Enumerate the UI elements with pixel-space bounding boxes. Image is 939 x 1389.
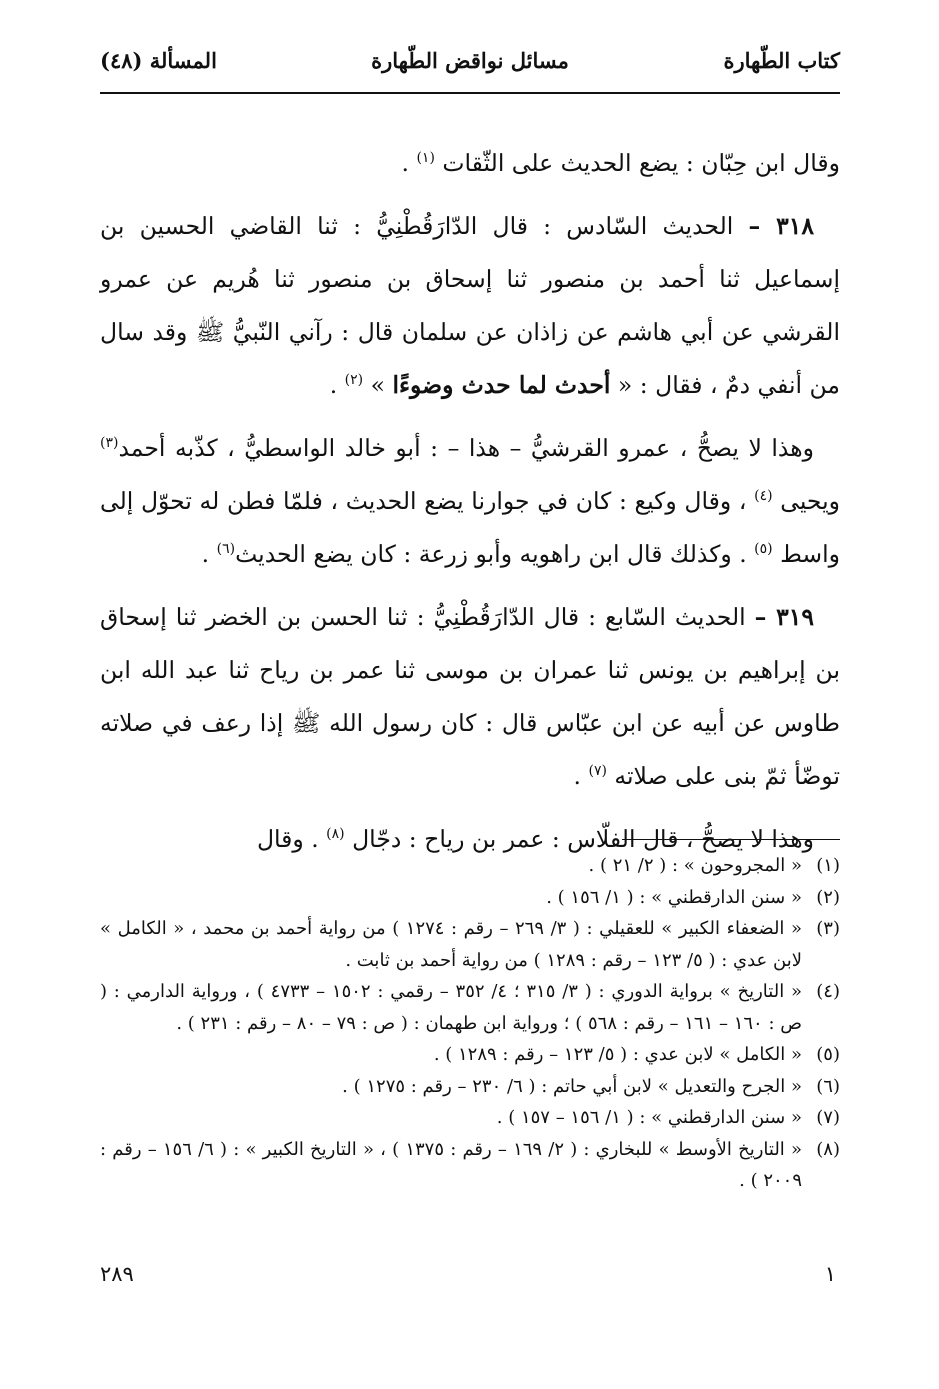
- footnote: [100, 1134, 840, 1197]
- issue-label: المسألة (٤٨): [100, 48, 217, 73]
- hadith-number: ٣١٩ –: [754, 603, 814, 631]
- footnote-text: « المجروحون » : ( ٢/ ٢١ ) .: [588, 855, 802, 876]
- footnote-text: « سنن الدارقطني » : ( ١/ ١٥٦ – ١٥٧ ) .: [496, 1107, 802, 1128]
- footnote-text: « الضعفاء الكبير » للعقيلي : ( ٣/ ٢٦٩ – رقم : ١٢٧٤ ) من رواية أحمد بن محمد ، « الكامل » لابن عدي : ( ٥/ ١٢٣ – رقم : ١٢٨٩ ) من رواية أحمد بن ثابت .: [100, 918, 802, 971]
- footnote: [100, 1071, 840, 1103]
- footnote-number: (٨): [816, 1138, 840, 1160]
- footnote-text: « الكامل » لابن عدي : ( ٥/ ١٢٣ – رقم : ١٢٨٩ ) .: [433, 1044, 802, 1065]
- footnote-ref-3: (٣): [100, 435, 119, 451]
- hadith-318: ٣١٨ – الحديث السّادس : قال الدّارَقُطْنِيُّ : ثنا القاضي الحسين بن إسماعيل ثنا أحمد بن منصور ثنا إسحاق بن منصور ثنا هُريم عن عمرو القرشي عن أبي هاشم عن زاذان عن سلمان قال : رآني النّبيُّ ﷺ وقد سال من أنفي دمٌ ، فقال : « أحدث لما حدث وضوءًا » $^{(٢)}$ .: [100, 212, 840, 399]
- chapter-title: مسائل نواقض الطّهارة: [371, 48, 569, 73]
- footnote-text: « التاريخ الأوسط » للبخاري : ( ٢/ ١٦٩ – رقم : ١٣٧٥ ) ، « التاريخ الكبير » : ( ٦/ ١٥٦ – رقم : ٢٠٠٩ ) .: [100, 1138, 802, 1191]
- footnotes: [100, 850, 840, 1197]
- footnote-ref-6: (٦): [216, 541, 236, 557]
- hadith-quote: أحدث لما حدث وضوءًا: [392, 371, 611, 399]
- footnote: [100, 1039, 840, 1071]
- footnote-number: (٦): [816, 1075, 840, 1097]
- footnote-text: « الجرح والتعديل » لابن أبي حاتم : ( ٦/ ٢٣٠ – رقم : ١٢٧٥ ) .: [342, 1075, 802, 1097]
- footnote-ref-5: (٥): [754, 541, 773, 557]
- footnote-ref-2: (٢): [344, 372, 364, 388]
- main-text: [100, 137, 840, 866]
- hadith-319: ٣١٩ – الحديث السّابع : قال الدّارَقُطْنِيُّ : ثنا الحسن بن الخضر ثنا إسحاق بن إبراهيم بن يونس ثنا عمران بن موسى ثنا عمر بن رياح ثنا عبد الله ابن طاوس عن أبيه عن ابن عبّاس قال : كان رسول الله ﷺ إذا رعف في صلاته توضّأ ثمّ بنى على صلاته $^{(٧)}$ .: [100, 603, 840, 790]
- volume-number: ١: [824, 1262, 836, 1286]
- footnote: [100, 913, 840, 976]
- running-header: [100, 44, 840, 84]
- footnote: [100, 976, 840, 1039]
- footnote-number: (٧): [816, 1107, 840, 1128]
- footnote: [100, 850, 840, 882]
- commentary-paragraph: وهذا لا يصحُّ ، عمرو القرشيُّ – هذا – : أبو خالد الواسطيُّ ، كذّبه أحمد$^{(٣)}$ ويحيى $^{(٤)}$ ، وقال وكيع : كان في جوارنا يضع الحديث ، فلمّا فطن له تحوّل إلى واسط $^{(٥)}$ . وكذلك قال ابن راهويه وأبو زرعة : كان يضع الحديث$^{(٦)}$ .: [100, 434, 840, 568]
- footnote: [100, 882, 840, 914]
- footnote-number: (١): [816, 855, 840, 876]
- footnote-ref-7: (٧): [588, 763, 607, 779]
- footnote-number: (٤): [816, 981, 840, 1002]
- book-title: كتاب الطّهارة: [723, 48, 840, 73]
- footnote-ref-8: (٨): [326, 826, 345, 842]
- footnote-ref-1: (١): [416, 150, 435, 166]
- footnote-number: (٣): [816, 918, 840, 939]
- page-footer: [100, 1262, 840, 1296]
- footnote-ref-4: (٤): [754, 488, 773, 504]
- commentary-paragraph-2: وهذا لا يصحُّ ، قال الفلّاس : عمر بن رياح : دجّال $^{(٨)}$ . وقال: [256, 825, 814, 853]
- footnote-text: « سنن الدارقطني » : ( ١/ ١٥٦ ) .: [546, 886, 802, 908]
- footnote: [100, 1102, 840, 1134]
- page-number: ٢٨٩: [100, 1262, 134, 1286]
- footnote-text: « التاريخ » برواية الدوري : ( ٣/ ٣١٥ ؛ ٤/ ٣٥٢ – رقمي : ١٥٠٢ – ٤٧٣٣ ) ، ورواية الدارمي : ( ص : ١٦٠ – ١٦١ – رقم : ٥٦٨ ) ؛ ورواية ابن طهمان : ( ص : ٧٩ – ٨٠ – رقم : ٢٣١ ) .: [100, 981, 802, 1034]
- footnote-number: (٢): [816, 886, 840, 908]
- footnote-number: (٥): [816, 1044, 840, 1065]
- header-rule: [100, 92, 840, 94]
- footnote-rule: [622, 839, 840, 840]
- hadith-number: ٣١٨ –: [748, 212, 815, 240]
- paragraph-ibn-hibban: وقال ابن حِبّان : يضع الحديث على الثّقات $^{(١)}$ .: [401, 149, 840, 177]
